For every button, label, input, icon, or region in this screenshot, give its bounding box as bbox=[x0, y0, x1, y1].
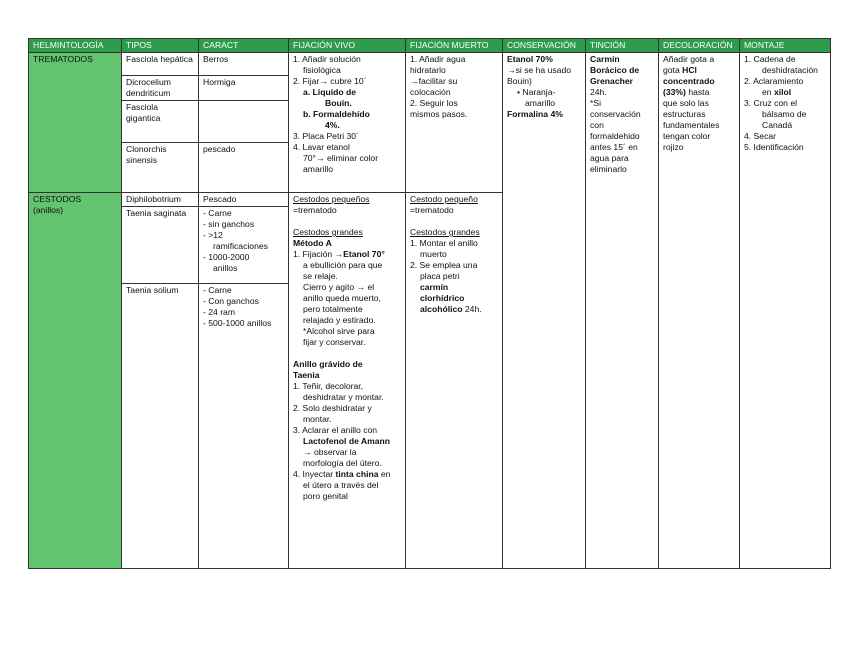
text-line: =trematodo bbox=[410, 205, 454, 215]
tipo-cell: Taenia solium bbox=[122, 284, 199, 569]
text-span: 24h. bbox=[462, 304, 482, 314]
caract-cell: Pescado bbox=[199, 193, 289, 207]
text-span: 1. Fijación → bbox=[293, 249, 344, 259]
text-line: → observar la bbox=[303, 447, 357, 457]
tipo-cell: Diphilobotrium bbox=[122, 193, 199, 207]
text-line: 2. Solo deshidratar y bbox=[293, 403, 372, 413]
text-span: xilol bbox=[773, 87, 792, 97]
text-line: Cestodo pequeño bbox=[410, 194, 478, 204]
text-line: clorhídrico bbox=[420, 293, 465, 303]
text-line: 4. Secar bbox=[744, 131, 777, 141]
text-line bbox=[293, 469, 401, 480]
text-line: b. Formaldehído bbox=[303, 109, 370, 119]
group-cestodos bbox=[29, 193, 122, 569]
conservacion-cell bbox=[503, 53, 586, 569]
header-fijacion-vivo: FIJACIÓN VIVO bbox=[289, 39, 406, 53]
caract-cell: Hormiga bbox=[199, 76, 289, 101]
text-span: Etanol 70° bbox=[343, 249, 385, 259]
fijacion-vivo-cestodos bbox=[289, 193, 406, 569]
text-line: formaldehido bbox=[590, 131, 640, 141]
text-line: Añadir gota a bbox=[663, 54, 715, 64]
text-line: Cestodos grandes bbox=[410, 227, 480, 237]
text-line: 3. Cruz con el bbox=[744, 98, 798, 108]
group-sublabel: (anillos) bbox=[33, 205, 64, 215]
text-line bbox=[663, 65, 735, 76]
text-line: Borácico de bbox=[590, 65, 640, 75]
text-line: rojizo bbox=[663, 142, 684, 152]
text-line: Cestodos pequeños bbox=[293, 194, 370, 204]
text-line: conservación bbox=[590, 109, 641, 119]
text-line: que solo las bbox=[663, 98, 709, 108]
text-line: Taenia bbox=[293, 370, 320, 380]
text-line: 70°→ eliminar color bbox=[303, 153, 379, 163]
text-line: →si se ha usado bbox=[507, 65, 572, 75]
text-line: poro genital bbox=[303, 491, 348, 501]
text-line: agua para bbox=[590, 153, 629, 163]
text-line: con bbox=[590, 120, 604, 130]
text-line: carmín bbox=[420, 282, 449, 292]
text-line: 5. Identificación bbox=[744, 142, 804, 152]
text-line: - Con ganchos bbox=[203, 296, 259, 306]
text-line: 3. Aclarar el anillo con bbox=[293, 425, 378, 435]
tipo-cell: Fasciola gigantica bbox=[122, 101, 199, 143]
spacer bbox=[293, 348, 401, 359]
caract-cell bbox=[199, 284, 289, 569]
text-line: Método A bbox=[293, 238, 332, 248]
text-line: - Carne bbox=[203, 285, 232, 295]
header-row bbox=[29, 39, 831, 53]
text-line: placa petri bbox=[420, 271, 460, 281]
text-line: *Si bbox=[590, 98, 601, 108]
group-trematodos: TREMATODOS bbox=[29, 53, 122, 193]
header-helmintologia: HELMINTOLOGÍA bbox=[29, 39, 122, 53]
caract-cell bbox=[199, 207, 289, 284]
text-line: amarillo bbox=[303, 164, 334, 174]
text-line: Cestodos grandes bbox=[293, 227, 363, 237]
caract-cell bbox=[199, 101, 289, 143]
text-line: 2. Aclaramiento bbox=[744, 76, 804, 86]
text-line: Bouin. bbox=[325, 98, 352, 108]
text-line: Grenacher bbox=[590, 76, 633, 86]
tipo-cell: Dicrocelium dendriticum bbox=[122, 76, 199, 101]
text-line: Anillo grávido de bbox=[293, 359, 363, 369]
tipo-cell: Fasciola hepática bbox=[122, 53, 199, 76]
text-line: el útero a través del bbox=[303, 480, 379, 490]
text-line: mismos pasos. bbox=[410, 109, 468, 119]
text-line: antes 15´ en bbox=[590, 142, 638, 152]
text-line: 2. Se emplea una bbox=[410, 260, 478, 270]
text-line: Bouin) bbox=[507, 76, 532, 86]
text-span: gota bbox=[663, 65, 683, 75]
text-span: hasta bbox=[685, 87, 710, 97]
text-line: deshidratación bbox=[762, 65, 818, 75]
header-caract: CARACT bbox=[199, 39, 289, 53]
decoloracion-cell bbox=[659, 53, 740, 569]
text-span: alcohólico bbox=[420, 304, 463, 314]
header-tipos: TIPOS bbox=[122, 39, 199, 53]
text-line: Carmín bbox=[590, 54, 620, 64]
header-montaje: MONTAJE bbox=[740, 39, 831, 53]
text-line: amarillo bbox=[525, 98, 556, 108]
text-line: anillos bbox=[213, 263, 238, 273]
group-label: CESTODOS bbox=[33, 194, 82, 204]
text-line bbox=[744, 87, 826, 98]
fijacion-muerto-cestodos bbox=[406, 193, 503, 569]
text-span: 4. Inyectar bbox=[293, 469, 336, 479]
text-line: a ebullición para que bbox=[303, 260, 383, 270]
text-line bbox=[293, 249, 401, 260]
text-line: 4. Lavar etanol bbox=[293, 142, 350, 152]
text-line: →facilitar su bbox=[410, 76, 458, 86]
text-line: Lactofenol de Amann bbox=[303, 436, 391, 446]
text-line: - sin ganchos bbox=[203, 219, 255, 229]
text-line: fijar y conservar. bbox=[303, 337, 366, 347]
text-line: fisiológica bbox=[303, 65, 341, 75]
text-line: Etanol 70% bbox=[507, 54, 553, 64]
text-line: anillo queda muerto, bbox=[303, 293, 381, 303]
text-line: tengan color bbox=[663, 131, 711, 141]
text-line: muerto bbox=[420, 249, 447, 259]
spacer bbox=[293, 216, 401, 227]
header-decoloracion: DECOLORACIÓN bbox=[659, 39, 740, 53]
text-line: *Alcohol sirve para bbox=[303, 326, 375, 336]
text-line: a. Líquido de bbox=[303, 87, 356, 97]
header-conservacion: CONSERVACIÓN bbox=[503, 39, 586, 53]
text-line: 1. Teñir, decolorar, bbox=[293, 381, 364, 391]
helminthology-table bbox=[28, 38, 831, 569]
text-line: eliminarlo bbox=[590, 164, 627, 174]
text-line: - 1000-2000 bbox=[203, 252, 250, 262]
text-line: • Naranja- bbox=[517, 87, 556, 97]
text-line: deshidratar y montar. bbox=[303, 392, 384, 402]
text-span: tinta china bbox=[335, 469, 379, 479]
text-line: 1. Añadir agua bbox=[410, 54, 466, 64]
caract-cell: pescado bbox=[199, 143, 289, 193]
text-span: en bbox=[762, 87, 774, 97]
text-line bbox=[410, 304, 498, 315]
caract-cell: Berros bbox=[199, 53, 289, 76]
text-line: pero totalmente bbox=[303, 304, 363, 314]
text-line: hidratarlo bbox=[410, 65, 446, 75]
tipo-cell: Clonorchis sinensis bbox=[122, 143, 199, 193]
text-line: 1. Montar el anillo bbox=[410, 238, 478, 248]
text-span: (33%) bbox=[663, 87, 686, 97]
tipo-cell: Taenia saginata bbox=[122, 207, 199, 284]
text-line: 2. Fijar→ cubre 10´ bbox=[293, 76, 367, 86]
text-line: estructuras bbox=[663, 109, 706, 119]
text-line: - 24 ram bbox=[203, 307, 235, 317]
text-line: ramificaciones bbox=[213, 241, 268, 251]
text-line: montar. bbox=[303, 414, 332, 424]
text-line: 24h. bbox=[590, 87, 607, 97]
text-line: bálsamo de bbox=[762, 109, 807, 119]
tincion-cell bbox=[586, 53, 659, 569]
text-line: - >12 bbox=[203, 230, 223, 240]
text-line: =trematodo bbox=[293, 205, 337, 215]
text-line: colocación bbox=[410, 87, 451, 97]
fijacion-muerto-trematodos bbox=[406, 53, 503, 193]
text-line: 3. Placa Petri 30´ bbox=[293, 131, 359, 141]
header-tincion: TINCIÓN bbox=[586, 39, 659, 53]
text-line: Canadá bbox=[762, 120, 793, 130]
text-line: Formalina 4% bbox=[507, 109, 563, 119]
table-row bbox=[29, 53, 831, 76]
spacer bbox=[410, 216, 498, 227]
text-line bbox=[663, 87, 735, 98]
montaje-cell bbox=[740, 53, 831, 569]
text-line: 1. Añadir solución bbox=[293, 54, 361, 64]
text-line: 4%. bbox=[325, 120, 340, 130]
fijacion-vivo-trematodos bbox=[289, 53, 406, 193]
header-fijacion-muerto: FIJACIÓN MUERTO bbox=[406, 39, 503, 53]
text-line: morfología del útero. bbox=[303, 458, 382, 468]
text-line: 2. Seguir los bbox=[410, 98, 458, 108]
text-line: - 500-1000 anillos bbox=[203, 318, 272, 328]
text-line: 1. Cadena de bbox=[744, 54, 796, 64]
text-span: HCl bbox=[682, 65, 697, 75]
text-line: se relaje. bbox=[303, 271, 338, 281]
text-line: - Carne bbox=[203, 208, 232, 218]
text-line: relajado y estirado. bbox=[303, 315, 376, 325]
text-line: fundamentales bbox=[663, 120, 720, 130]
text-line: Cierro y agito → el bbox=[303, 282, 375, 292]
text-span: en bbox=[378, 469, 391, 479]
text-line: concentrado bbox=[663, 76, 715, 86]
